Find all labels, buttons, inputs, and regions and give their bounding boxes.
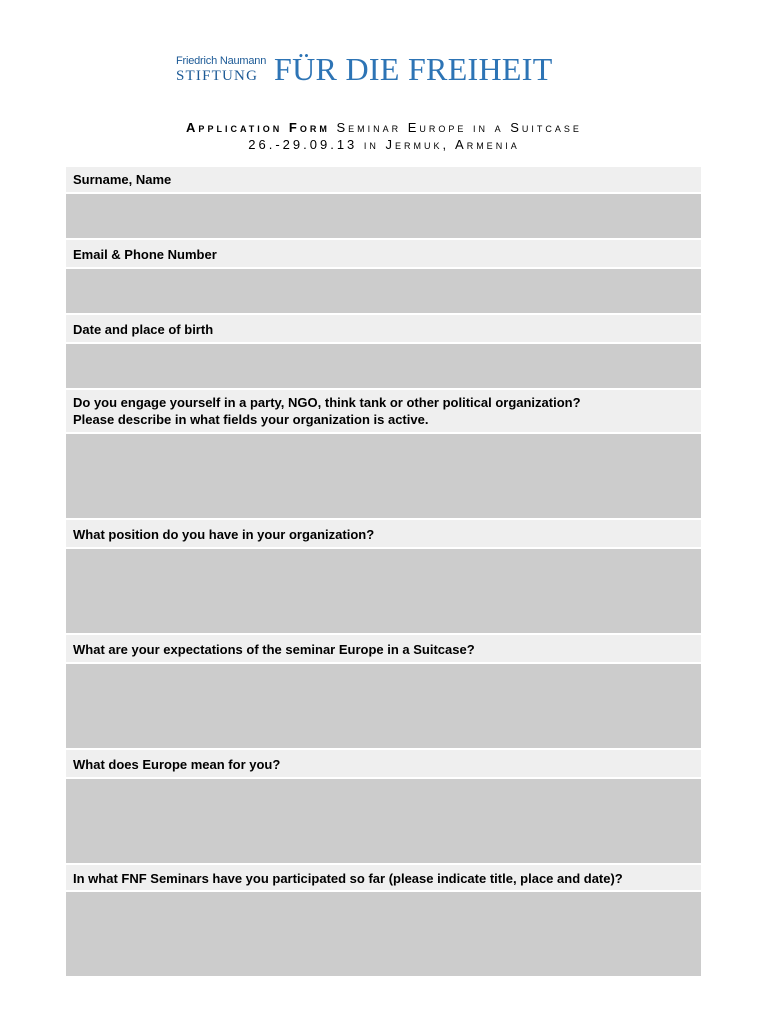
field-label-organization xyxy=(66,390,701,432)
foundation-logo xyxy=(176,51,596,89)
name-field[interactable] xyxy=(66,194,701,238)
birth-field[interactable] xyxy=(66,344,701,388)
europe-field[interactable] xyxy=(66,779,701,863)
field-label-organization-line2: Please describe in what fields your organization is active. xyxy=(73,412,429,427)
logo-line-small: Friedrich Naumann xyxy=(176,55,267,67)
form-title xyxy=(0,120,768,135)
field-label-position: What position do you have in your organization? xyxy=(66,520,701,547)
date-location: 26.-29.09.13 in Jermuk, Armenia xyxy=(248,137,520,152)
field-label-contact: Email & Phone Number xyxy=(66,240,701,267)
expectations-field[interactable] xyxy=(66,664,701,748)
logo-line-stiftung: STIFTUNG xyxy=(176,68,259,84)
seminar-label: Seminar Europe in a Suitcase xyxy=(336,120,582,135)
organization-field[interactable] xyxy=(66,434,701,518)
field-label-europe: What does Europe mean for you? xyxy=(66,750,701,777)
seminars-field[interactable] xyxy=(66,892,701,976)
field-label-expectations: What are your expectations of the seminar Europe in a Suitcase? xyxy=(66,635,701,662)
application-form xyxy=(66,167,701,978)
field-label-organization-line1: Do you engage yourself in a party, NGO, think tank or other political organization? xyxy=(73,395,581,410)
field-label-name: Surname, Name xyxy=(66,167,701,192)
position-field[interactable] xyxy=(66,549,701,633)
form-label: Application Form xyxy=(186,120,330,135)
logo-line-big: FÜR DIE FREIHEIT xyxy=(274,51,553,87)
field-label-birth: Date and place of birth xyxy=(66,315,701,342)
contact-field[interactable] xyxy=(66,269,701,313)
field-label-seminars: In what FNF Seminars have you participated so far (please indicate title, place and date)? xyxy=(66,865,701,890)
